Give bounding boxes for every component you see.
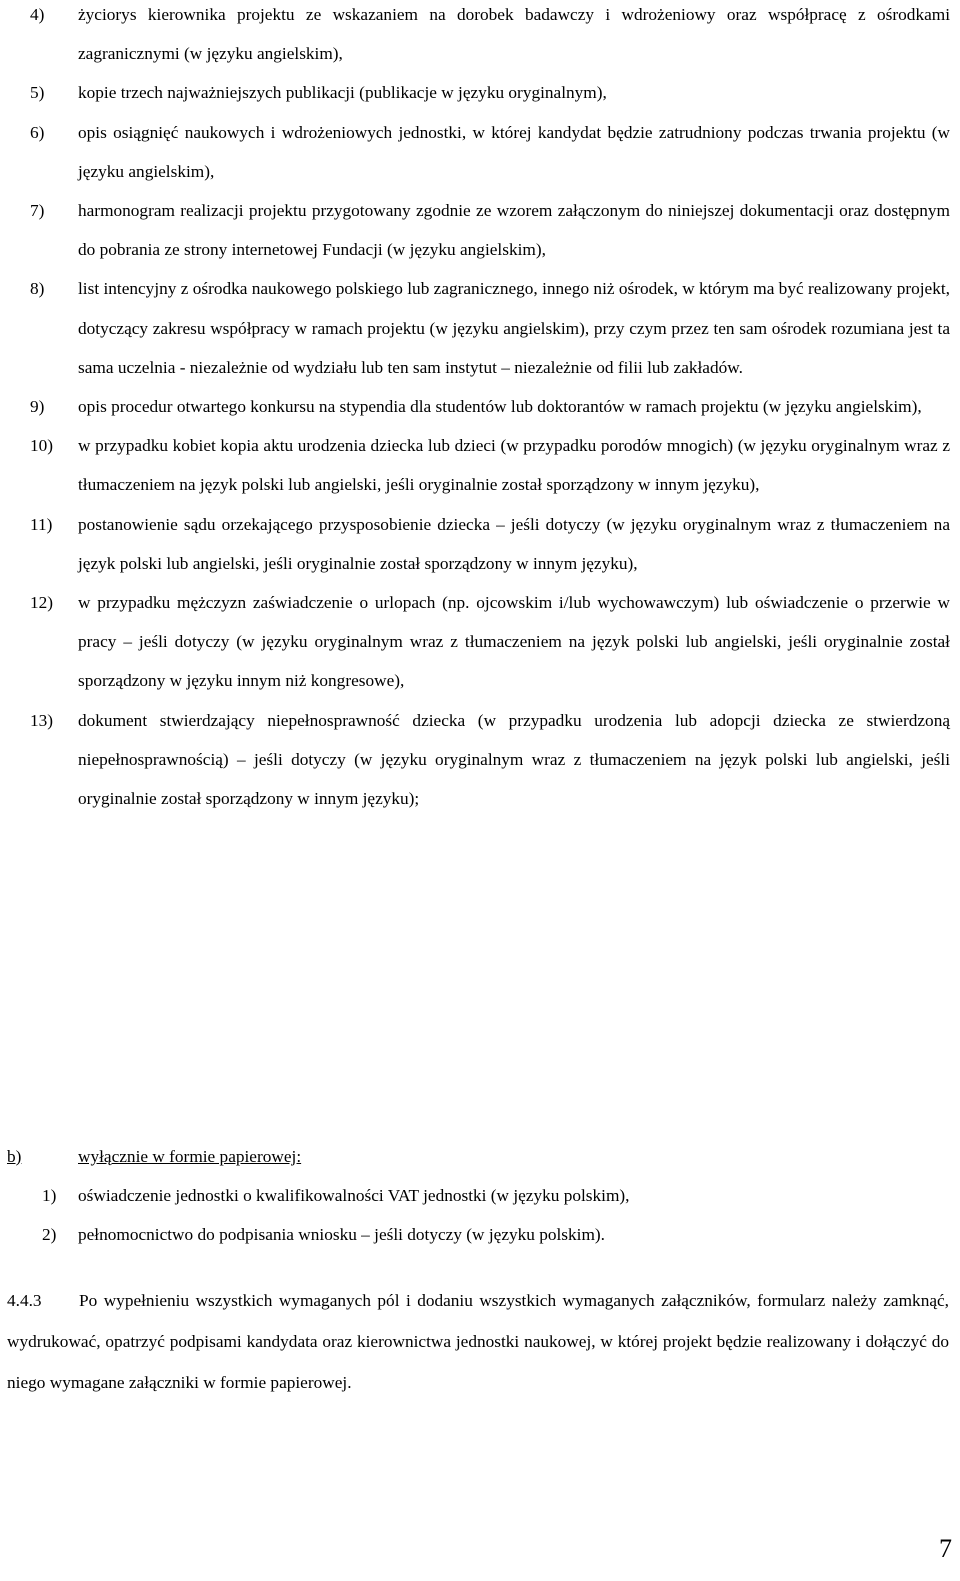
list-item-text: dokument stwierdzający niepełnosprawność dziecka (w przypadku urodzenia lub adopcji dziecka ze stwierdzoną niepełnosprawnością) – jeśli dotyczy (w języku oryginalnym wraz z tłumaczeniem na język polski lub angielski, jeśli oryginalnie został sporządzony w innym języku);	[78, 710, 950, 809]
page-number: 7	[939, 1534, 952, 1563]
paper-attachments-list	[42, 1176, 942, 1254]
attachments-list	[30, 0, 950, 818]
list-item-number: 7)	[30, 201, 45, 221]
list-item-text: w przypadku mężczyzn zaświadczenie o urlopach (np. ojcowskim i/lub wychowawczym) lub oświadczenie o przerwie w pracy – jeśli dotyczy (w języku oryginalnym wraz z tłumaczeniem na język polski lub angielski, jeśli oryginalnie został sporządzony w języku innym niż kongresowe),	[78, 593, 950, 691]
list-item	[30, 269, 950, 387]
list-item-number: 8)	[30, 279, 45, 299]
list-item-text: w przypadku kobiet kopia aktu urodzenia dziecka lub dzieci (w przypadku porodów mnogich) (w języku oryginalnym wraz z tłumaczeniem na język polski lub angielski, jeśli oryginalnie został sporządzony w innym języku),	[78, 436, 950, 495]
list-item-number: 5)	[30, 83, 45, 103]
list-item	[42, 1176, 942, 1215]
paragraph-4-4-3	[7, 1281, 949, 1403]
list-item	[30, 426, 950, 504]
list-item-text: życiorys kierownika projektu ze wskazaniem na dorobek badawczy i wdrożeniowy oraz współpracę z ośrodkami zagranicznymi (w języku angielskim),	[78, 5, 950, 64]
list-item-number: 1)	[42, 1186, 57, 1205]
section-letter: b)	[7, 1147, 22, 1166]
list-item	[30, 113, 950, 191]
list-item-text: kopie trzech najważniejszych publikacji (publikacje w języku oryginalnym),	[78, 83, 607, 103]
list-item	[30, 387, 950, 426]
list-item-text: pełnomocnictwo do podpisania wniosku – jeśli dotyczy (w języku polskim).	[78, 1225, 605, 1245]
section-title: wyłącznie w formie papierowej:	[78, 1147, 302, 1166]
list-item-text: opis osiągnięć naukowych i wdrożeniowych jednostki, w której kandydat będzie zatrudniony podczas trwania projektu (w języku angielskim),	[78, 122, 950, 181]
list-item-number: 10)	[30, 436, 54, 456]
list-item	[30, 583, 950, 701]
list-item-number: 9)	[30, 397, 45, 417]
list-item-number: 11)	[30, 514, 53, 534]
list-item	[42, 1215, 942, 1254]
list-item-text: postanowienie sądu orzekającego przysposobienie dziecka – jeśli dotyczy (w języku oryginalnym wraz z tłumaczeniem na język polski lub angielski, jeśli oryginalnie został sporządzony w innym języku),	[78, 514, 950, 573]
list-item-number: 6)	[30, 122, 45, 142]
paragraph-text: Po wypełnieniu wszystkich wymaganych pól i dodaniu wszystkich wymaganych załączników, formularz należy zamknąć, wydrukować, opatrzyć podpisami kandydata oraz kierownictwa jednostki naukowej, w której projekt będzie realizowany i dołączyć do niego wymagane załączniki w formie papierowej.	[7, 1291, 949, 1392]
list-item	[30, 73, 950, 112]
list-item-text: opis procedur otwartego konkursu na stypendia dla studentów lub doktorantów w ramach projektu (w języku angielskim),	[78, 397, 922, 417]
list-item-text: list intencyjny z ośrodka naukowego polskiego lub zagranicznego, innego niż ośrodek, w którym ma być realizowany projekt, dotyczący zakresu współpracy w ramach projektu (w języku angielskim), przy czym przez ten sam ośrodek rozumiana jest ta sama uczelnia - niezależnie od wydziału lub ten sam instytut – niezależnie od filii lub zakładów.	[78, 279, 950, 377]
list-item-number: 2)	[42, 1225, 57, 1245]
list-item-number: 12)	[30, 593, 54, 613]
list-item	[30, 0, 950, 73]
list-item-number: 13)	[30, 710, 54, 730]
list-item-number: 4)	[30, 5, 45, 24]
list-item-text: oświadczenie jednostki o kwalifikowalności VAT jednostki (w języku polskim),	[78, 1186, 630, 1205]
list-item-text: harmonogram realizacji projektu przygotowany zgodnie ze wzorem załączonym do niniejszej dokumentacji oraz dostępnym do pobrania ze strony internetowej Fundacji (w języku angielskim),	[78, 201, 950, 260]
list-item	[30, 191, 950, 269]
list-item	[30, 505, 950, 583]
paragraph-number: 4.4.3	[7, 1291, 42, 1310]
list-item	[30, 701, 950, 819]
